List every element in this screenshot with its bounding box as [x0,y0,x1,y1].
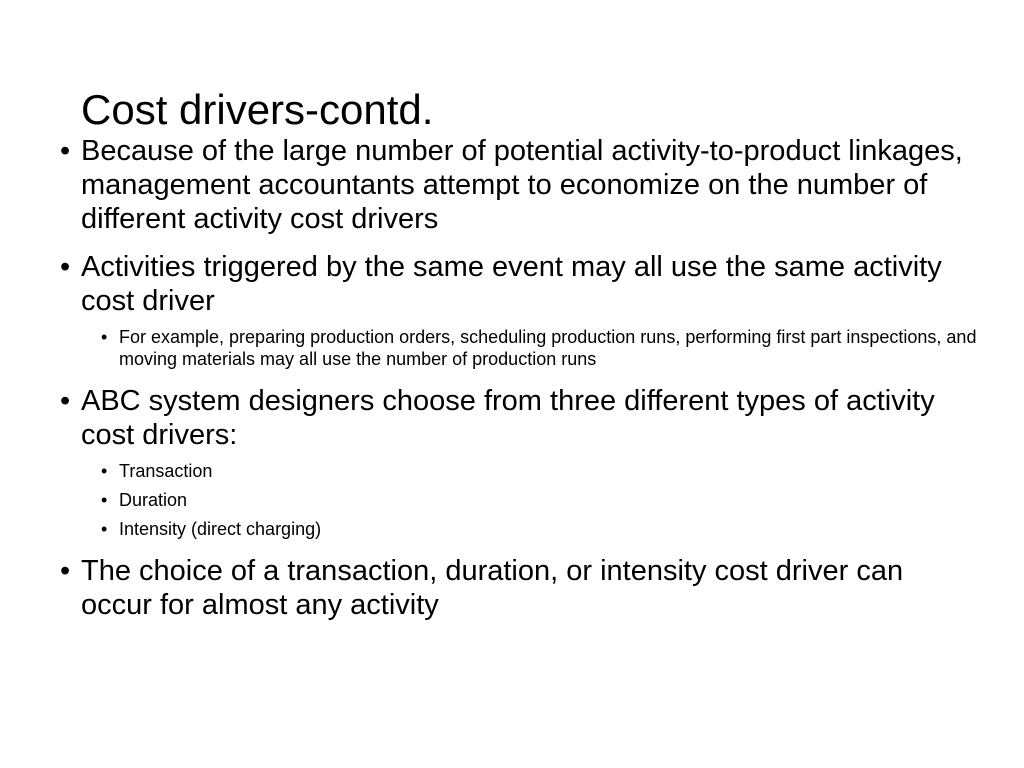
sub-bullet-text: For example, preparing production orders, scheduling production runs, performing first part inspections, and moving materials may all use the number of production runs [119,327,977,369]
bullet-text: The choice of a transaction, duration, or intensity cost driver can occur for almost any activity [81,555,904,621]
bullet-text: ABC system designers choose from three different types of activity cost drivers: [81,385,935,451]
sub-bullet-item [81,460,980,482]
sub-bullet-item [81,518,980,540]
sub-bullet-list [81,460,980,540]
sub-bullet-text: Duration [119,490,188,510]
sub-bullet-item [81,489,980,511]
sub-bullet-icon: • [101,461,108,481]
sub-bullet-list [81,326,980,370]
bullet-list [60,134,980,636]
bullet-icon: • [60,251,71,283]
bullet-item [60,384,980,540]
bullet-item [60,554,980,622]
sub-bullet-icon: • [101,327,108,347]
bullet-item [60,134,980,236]
bullet-icon: • [60,135,71,167]
bullet-icon: • [60,385,71,417]
bullet-item [60,250,980,370]
sub-bullet-text: Intensity (direct charging) [119,519,322,539]
bullet-text: Activities triggered by the same event may all use the same activity cost driver [81,251,942,317]
slide-title: Cost drivers-contd. [81,86,434,133]
sub-bullet-item [81,326,980,370]
sub-bullet-icon: • [101,490,108,510]
sub-bullet-icon: • [101,519,108,539]
sub-bullet-text: Transaction [119,461,213,481]
bullet-text: Because of the large number of potential activity-to-product linkages, management accountants attempt to economize on the number of different activity cost drivers [81,135,963,235]
bullet-icon: • [60,555,71,587]
